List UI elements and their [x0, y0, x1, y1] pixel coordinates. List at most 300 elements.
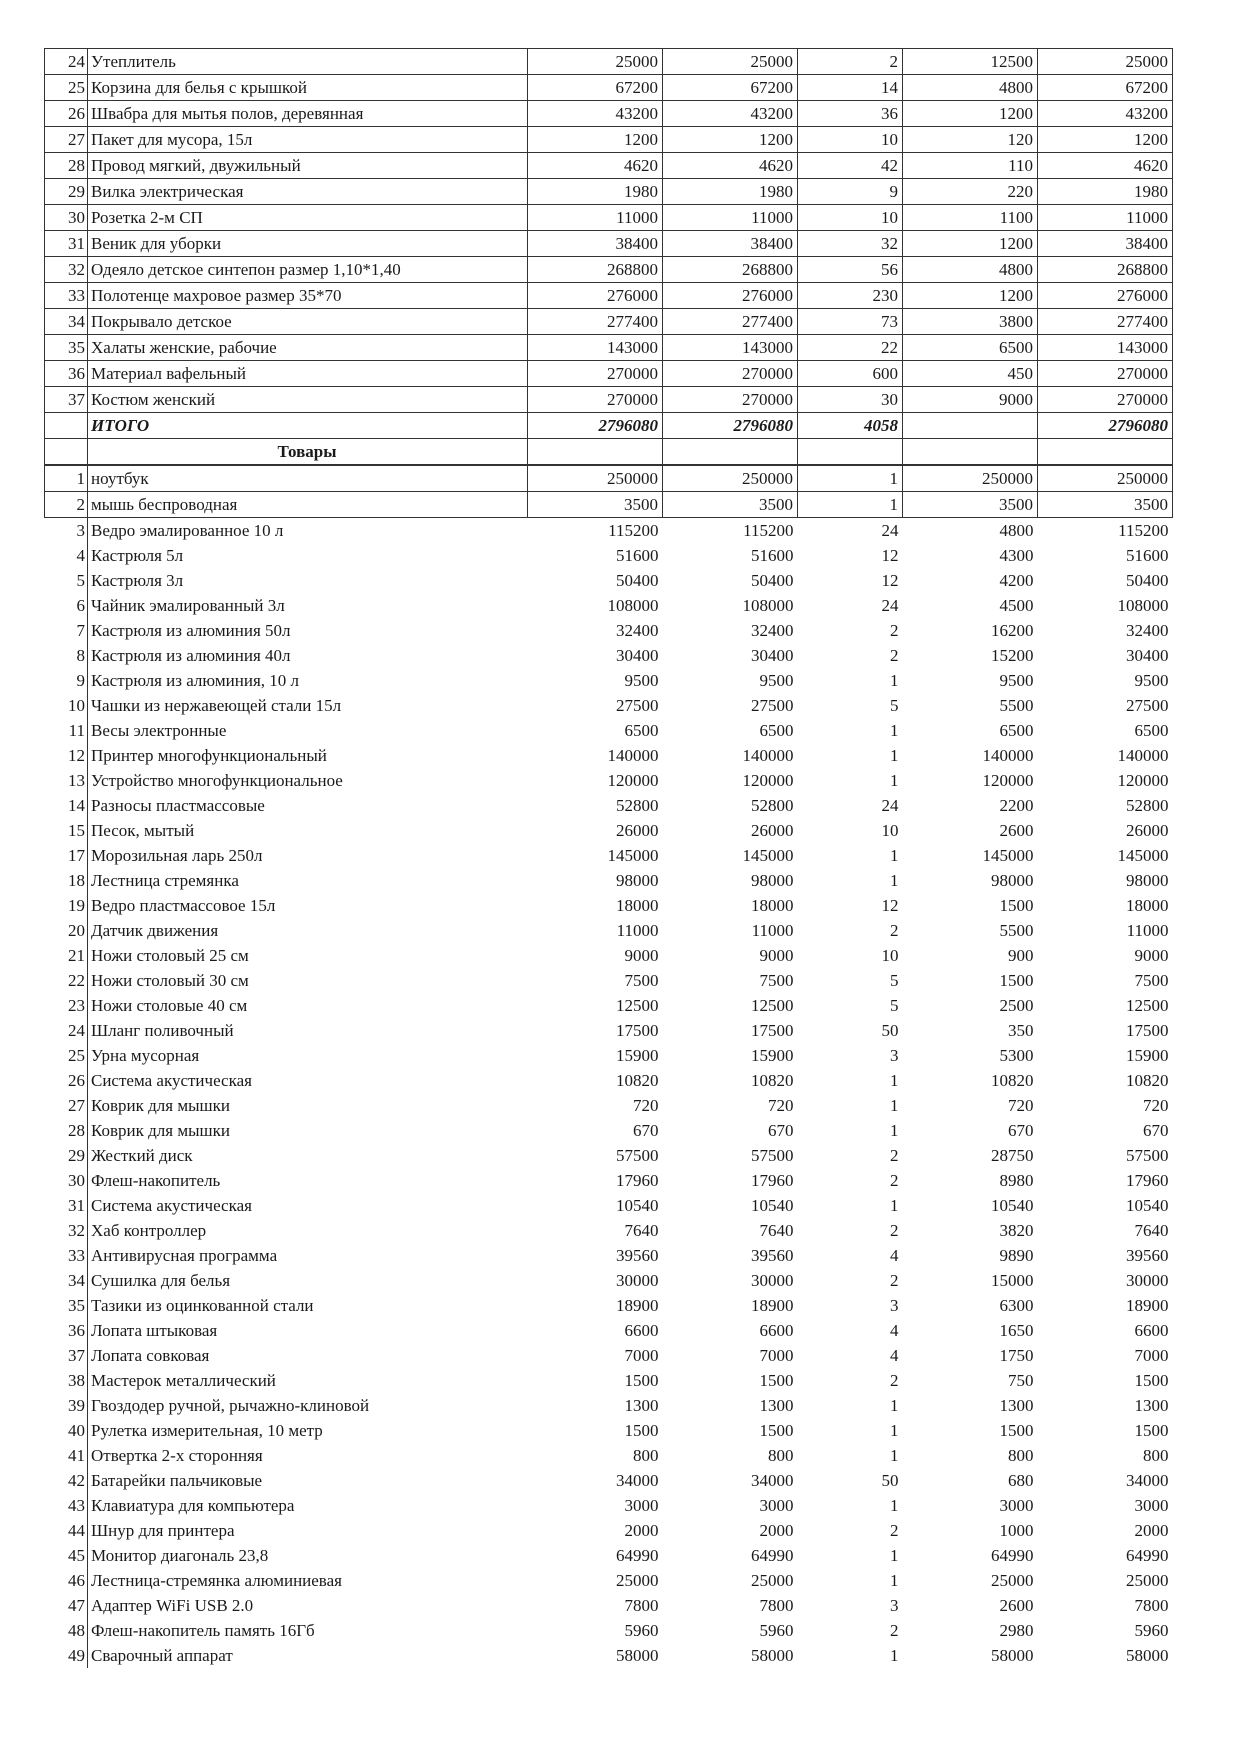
total-actual: 2796080 — [663, 413, 798, 439]
price-actual: 108000 — [742, 596, 794, 615]
total-amount: 10820 — [1126, 1071, 1169, 1090]
table-row — [45, 668, 1240, 693]
table-row — [45, 1243, 1240, 1268]
row-number: 5 — [45, 568, 88, 593]
unit-price: 4300 — [999, 546, 1034, 565]
row-number: 20 — [45, 918, 88, 943]
item-name: Лопата совковая — [91, 1346, 210, 1365]
price-actual: 670 — [768, 1121, 794, 1140]
price-planned: 18900 — [616, 1296, 659, 1315]
item-name: Разносы пластмассовые — [91, 796, 265, 815]
table-row — [45, 893, 1240, 918]
item-name: Антивирусная программа — [91, 1246, 278, 1265]
table-row — [45, 335, 1240, 361]
row-number: 30 — [45, 205, 88, 231]
quantity: 1 — [890, 1496, 899, 1515]
price-actual: 17500 — [751, 1021, 794, 1040]
price-actual: 18000 — [751, 896, 794, 915]
price-planned: 25000 — [616, 1571, 659, 1590]
spare-column — [1173, 335, 1240, 361]
row-number: 40 — [45, 1418, 88, 1443]
price-actual: 9500 — [759, 671, 794, 690]
price-planned: 670 — [633, 1121, 659, 1140]
spare-column — [1173, 1218, 1240, 1243]
table-row — [45, 643, 1240, 668]
spare-column — [1173, 993, 1240, 1018]
row-number: 23 — [45, 993, 88, 1018]
item-name: Система акустическая — [91, 1071, 252, 1090]
total-amount: 12500 — [1126, 996, 1169, 1015]
unit-price: 120000 — [982, 771, 1034, 790]
table-row — [45, 618, 1240, 643]
unit-price: 10820 — [991, 1071, 1034, 1090]
price-actual: 25000 — [663, 49, 798, 75]
spare-column — [1173, 1393, 1240, 1418]
unit-price: 145000 — [982, 846, 1034, 865]
price-planned: 98000 — [616, 871, 659, 890]
spare-column — [1173, 593, 1240, 618]
total-amount: 145000 — [1117, 846, 1169, 865]
item-name: Флеш-накопитель — [91, 1171, 221, 1190]
quantity: 2 — [890, 1521, 899, 1540]
table-row — [45, 361, 1240, 387]
total-amount: 1500 — [1134, 1371, 1169, 1390]
price-planned: 720 — [633, 1096, 659, 1115]
spare-column — [1173, 568, 1240, 593]
unit-price: 350 — [1008, 1021, 1034, 1040]
quantity: 50 — [881, 1471, 899, 1490]
price-actual: 57500 — [751, 1146, 794, 1165]
table-row — [45, 1268, 1240, 1293]
price-planned: 50400 — [616, 571, 659, 590]
item-name: Пакет для мусора, 15л — [88, 127, 528, 153]
quantity: 24 — [881, 596, 899, 615]
price-actual: 64990 — [751, 1546, 794, 1565]
spare-column — [1173, 518, 1240, 544]
row-number: 37 — [45, 1343, 88, 1368]
spare-column — [1173, 75, 1240, 101]
unit-price: 750 — [1008, 1371, 1034, 1390]
total-quantity: 4058 — [798, 413, 903, 439]
total-amount: 670 — [1143, 1121, 1169, 1140]
quantity: 9 — [798, 179, 903, 205]
item-name: Кастрюля из алюминия, 10 л — [91, 671, 299, 690]
quantity: 2 — [890, 1221, 899, 1240]
total-amount: 25000 — [1126, 1571, 1169, 1590]
price-planned: 120000 — [607, 771, 659, 790]
quantity: 2 — [890, 646, 899, 665]
price-planned: 800 — [633, 1446, 659, 1465]
row-number: 43 — [45, 1493, 88, 1518]
price-planned: 67200 — [528, 75, 663, 101]
table-row — [45, 101, 1240, 127]
spare-column — [1173, 1443, 1240, 1468]
table-row — [45, 793, 1240, 818]
spare-column — [1173, 1543, 1240, 1568]
spare-column — [1173, 1243, 1240, 1268]
total-amount: 276000 — [1038, 283, 1173, 309]
total-amount: 2000 — [1134, 1521, 1169, 1540]
price-actual: 6500 — [759, 721, 794, 740]
quantity: 36 — [798, 101, 903, 127]
spare-column — [1173, 387, 1240, 413]
total-amount: 140000 — [1117, 746, 1169, 765]
total-amount: 10540 — [1126, 1196, 1169, 1215]
row-number — [45, 413, 88, 439]
quantity: 1 — [890, 721, 899, 740]
unit-price: 1100 — [903, 205, 1038, 231]
table-row — [45, 1418, 1240, 1443]
total-unit-price — [903, 413, 1038, 439]
table-row — [45, 257, 1240, 283]
row-number: 38 — [45, 1368, 88, 1393]
unit-price: 2600 — [999, 821, 1034, 840]
row-number: 25 — [45, 75, 88, 101]
row-number: 31 — [45, 231, 88, 257]
price-planned: 11000 — [528, 205, 663, 231]
row-number: 7 — [45, 618, 88, 643]
total-amount: 30000 — [1126, 1271, 1169, 1290]
item-name: Халаты женские, рабочие — [88, 335, 528, 361]
price-planned: 270000 — [528, 387, 663, 413]
price-actual: 140000 — [742, 746, 794, 765]
row-number: 21 — [45, 943, 88, 968]
quantity: 1 — [890, 1646, 899, 1665]
price-actual: 7640 — [759, 1221, 794, 1240]
price-planned: 10540 — [616, 1196, 659, 1215]
spare-column — [1173, 1318, 1240, 1343]
quantity: 230 — [798, 283, 903, 309]
item-name: Шланг поливочный — [91, 1021, 234, 1040]
price-planned: 34000 — [616, 1471, 659, 1490]
table-row — [45, 1643, 1240, 1668]
unit-price: 2980 — [999, 1621, 1034, 1640]
row-number: 22 — [45, 968, 88, 993]
total-amount: 1200 — [1038, 127, 1173, 153]
spare-column — [1173, 1093, 1240, 1118]
total-amount: 25000 — [1038, 49, 1173, 75]
quantity: 30 — [798, 387, 903, 413]
unit-price: 8980 — [999, 1171, 1034, 1190]
total-amount: 39560 — [1126, 1246, 1169, 1265]
quantity: 4 — [890, 1321, 899, 1340]
table-row — [45, 283, 1240, 309]
total-amount: 4620 — [1038, 153, 1173, 179]
price-actual: 10820 — [751, 1071, 794, 1090]
price-planned: 268800 — [528, 257, 663, 283]
price-planned: 250000 — [528, 466, 663, 492]
price-actual: 270000 — [663, 387, 798, 413]
row-number: 15 — [45, 818, 88, 843]
quantity: 3 — [890, 1596, 899, 1615]
total-amount: 98000 — [1126, 871, 1169, 890]
price-actual: 27500 — [751, 696, 794, 715]
spare-column — [1173, 101, 1240, 127]
item-name: Чайник эмалированный 3л — [91, 596, 285, 615]
unit-price: 9890 — [999, 1246, 1034, 1265]
quantity: 12 — [881, 546, 899, 565]
price-actual: 58000 — [751, 1646, 794, 1665]
price-planned: 270000 — [528, 361, 663, 387]
total-amount: 270000 — [1038, 361, 1173, 387]
unit-price: 58000 — [991, 1646, 1034, 1665]
price-planned: 140000 — [607, 746, 659, 765]
item-name: Ножи столовый 25 см — [91, 946, 249, 965]
table-row — [45, 593, 1240, 618]
table-row — [45, 1118, 1240, 1143]
row-number: 26 — [45, 1068, 88, 1093]
unit-price: 1200 — [903, 101, 1038, 127]
spare-column — [1173, 743, 1240, 768]
row-number: 19 — [45, 893, 88, 918]
table-row — [45, 818, 1240, 843]
quantity: 1 — [890, 1396, 899, 1415]
section-header-row — [45, 439, 1240, 465]
item-name: Кастрюля 5л — [91, 546, 184, 565]
spare-column — [1173, 1493, 1240, 1518]
item-name: Кастрюля из алюминия 50л — [91, 621, 291, 640]
price-actual: 6600 — [759, 1321, 794, 1340]
unit-price: 28750 — [991, 1146, 1034, 1165]
price-planned: 9000 — [624, 946, 659, 965]
spare-column — [1173, 618, 1240, 643]
price-planned: 25000 — [528, 49, 663, 75]
total-amount: 800 — [1143, 1446, 1169, 1465]
table-row — [45, 743, 1240, 768]
total-amount: 1300 — [1134, 1396, 1169, 1415]
price-planned: 58000 — [616, 1646, 659, 1665]
price-planned: 57500 — [616, 1146, 659, 1165]
quantity: 10 — [798, 127, 903, 153]
table-row — [45, 543, 1240, 568]
quantity: 24 — [881, 796, 899, 815]
item-name: Песок, мытый — [91, 821, 195, 840]
price-actual: 250000 — [663, 466, 798, 492]
item-name: Утеплитель — [88, 49, 528, 75]
price-planned: 1200 — [528, 127, 663, 153]
price-actual: 30400 — [751, 646, 794, 665]
row-number: 48 — [45, 1618, 88, 1643]
price-planned: 1500 — [624, 1421, 659, 1440]
total-amount: 51600 — [1126, 546, 1169, 565]
total-amount: 67200 — [1038, 75, 1173, 101]
price-actual: 10540 — [751, 1196, 794, 1215]
table-row — [45, 1543, 1240, 1568]
row-number: 47 — [45, 1593, 88, 1618]
spare-column — [1173, 1193, 1240, 1218]
row-number: 14 — [45, 793, 88, 818]
quantity: 2 — [890, 1146, 899, 1165]
quantity: 1 — [798, 466, 903, 492]
spare-column — [1173, 1593, 1240, 1618]
total-amount: 9000 — [1134, 946, 1169, 965]
unit-price: 1650 — [999, 1321, 1034, 1340]
item-name: Коврик для мышки — [91, 1096, 230, 1115]
spare-column — [1173, 1468, 1240, 1493]
goods-table — [44, 465, 1240, 1668]
price-planned: 15900 — [616, 1046, 659, 1065]
row-number: 9 — [45, 668, 88, 693]
spare-column — [1173, 309, 1240, 335]
unit-price: 3820 — [999, 1221, 1034, 1240]
item-name: Урна мусорная — [91, 1046, 200, 1065]
price-planned: 7800 — [624, 1596, 659, 1615]
unit-price: 4800 — [903, 75, 1038, 101]
row-number: 30 — [45, 1168, 88, 1193]
table-row — [45, 1318, 1240, 1343]
spare-column — [1173, 127, 1240, 153]
row-number — [45, 439, 88, 465]
price-planned: 11000 — [616, 921, 659, 940]
price-actual: 270000 — [663, 361, 798, 387]
row-number: 39 — [45, 1393, 88, 1418]
quantity: 1 — [890, 846, 899, 865]
unit-price: 64990 — [991, 1546, 1034, 1565]
quantity: 1 — [890, 671, 899, 690]
total-amount: 270000 — [1038, 387, 1173, 413]
row-number: 13 — [45, 768, 88, 793]
unit-price: 670 — [1008, 1121, 1034, 1140]
row-number: 12 — [45, 743, 88, 768]
row-number: 34 — [45, 309, 88, 335]
table-row — [45, 387, 1240, 413]
total-amount: 57500 — [1126, 1146, 1169, 1165]
quantity: 4 — [890, 1246, 899, 1265]
price-actual: 30000 — [751, 1271, 794, 1290]
item-name: Весы электронные — [91, 721, 227, 740]
price-actual: 51600 — [751, 546, 794, 565]
price-planned: 38400 — [528, 231, 663, 257]
unit-price: 1500 — [999, 971, 1034, 990]
unit-price: 1000 — [999, 1521, 1034, 1540]
price-actual: 277400 — [663, 309, 798, 335]
spare-column — [1173, 1518, 1240, 1543]
price-planned: 10820 — [616, 1071, 659, 1090]
spare-column — [1173, 361, 1240, 387]
spare-column — [1173, 643, 1240, 668]
row-number: 32 — [45, 257, 88, 283]
quantity: 73 — [798, 309, 903, 335]
total-amount: 143000 — [1038, 335, 1173, 361]
item-name: Ведро эмалированное 10 л — [91, 521, 284, 540]
total-amount: 58000 — [1126, 1646, 1169, 1665]
quantity: 10 — [881, 946, 899, 965]
table-row — [45, 1368, 1240, 1393]
spare-column — [1173, 943, 1240, 968]
price-planned: 115200 — [608, 521, 659, 540]
price-actual: 11000 — [751, 921, 794, 940]
quantity: 22 — [798, 335, 903, 361]
total-amount: 50400 — [1126, 571, 1169, 590]
unit-price: 1500 — [999, 896, 1034, 915]
table-row — [45, 568, 1240, 593]
price-planned: 1500 — [624, 1371, 659, 1390]
price-actual: 145000 — [742, 846, 794, 865]
quantity: 1 — [890, 1096, 899, 1115]
unit-price: 2500 — [999, 996, 1034, 1015]
unit-price: 1750 — [999, 1346, 1034, 1365]
item-name: Полотенце махровое размер 35*70 — [88, 283, 528, 309]
price-actual: 1300 — [759, 1396, 794, 1415]
row-number: 25 — [45, 1043, 88, 1068]
empty-cell — [798, 439, 903, 465]
total-amount: 5960 — [1134, 1621, 1169, 1640]
quantity: 24 — [881, 521, 899, 540]
item-name: Провод мягкий, двужильный — [88, 153, 528, 179]
item-name: Покрывало детское — [88, 309, 528, 335]
table-row — [45, 768, 1240, 793]
price-planned: 51600 — [616, 546, 659, 565]
price-actual: 800 — [768, 1446, 794, 1465]
unit-price: 1300 — [999, 1396, 1034, 1415]
unit-price: 16200 — [991, 621, 1034, 640]
spare-column — [1173, 918, 1240, 943]
price-planned: 7500 — [624, 971, 659, 990]
quantity: 2 — [890, 1371, 899, 1390]
spare-column — [1173, 1068, 1240, 1093]
spare-column — [1173, 818, 1240, 843]
quantity: 4 — [890, 1346, 899, 1365]
price-planned: 5960 — [624, 1621, 659, 1640]
total-amount: 11000 — [1126, 921, 1169, 940]
item-name: Флеш-накопитель память 16Гб — [91, 1621, 315, 1640]
total-amount: 7500 — [1134, 971, 1169, 990]
total-amount: 120000 — [1117, 771, 1169, 790]
quantity: 1 — [890, 1071, 899, 1090]
table-row — [45, 1618, 1240, 1643]
unit-price: 4200 — [999, 571, 1034, 590]
table-row — [45, 968, 1240, 993]
price-actual: 3000 — [759, 1496, 794, 1515]
quantity: 600 — [798, 361, 903, 387]
price-planned: 17960 — [616, 1171, 659, 1190]
price-planned: 26000 — [616, 821, 659, 840]
price-planned: 277400 — [528, 309, 663, 335]
table-row — [45, 1393, 1240, 1418]
total-amount: 18900 — [1126, 1296, 1169, 1315]
spare-column — [1173, 231, 1240, 257]
unit-price: 6500 — [903, 335, 1038, 361]
row-number: 24 — [45, 49, 88, 75]
item-name: Жесткий диск — [91, 1146, 193, 1165]
total-amount: 11000 — [1038, 205, 1173, 231]
total-amount: 17960 — [1126, 1171, 1169, 1190]
price-planned: 276000 — [528, 283, 663, 309]
unit-price: 110 — [903, 153, 1038, 179]
spare-column — [1173, 49, 1240, 75]
quantity: 10 — [798, 205, 903, 231]
table-row — [45, 1043, 1240, 1068]
price-actual: 1500 — [759, 1421, 794, 1440]
row-number: 32 — [45, 1218, 88, 1243]
quantity: 5 — [890, 696, 899, 715]
spare-column — [1173, 1368, 1240, 1393]
price-actual: 720 — [768, 1096, 794, 1115]
unit-price: 3000 — [999, 1496, 1034, 1515]
quantity: 3 — [890, 1046, 899, 1065]
quantity: 5 — [890, 996, 899, 1015]
item-name: Кастрюля 3л — [91, 571, 184, 590]
row-number: 17 — [45, 843, 88, 868]
spare-column — [1173, 413, 1240, 439]
item-name: Монитор диагональ 23,8 — [91, 1546, 269, 1565]
row-number: 35 — [45, 335, 88, 361]
price-planned: 64990 — [616, 1546, 659, 1565]
empty-cell — [663, 439, 798, 465]
row-number: 44 — [45, 1518, 88, 1543]
spare-column — [1173, 205, 1240, 231]
quantity: 32 — [798, 231, 903, 257]
